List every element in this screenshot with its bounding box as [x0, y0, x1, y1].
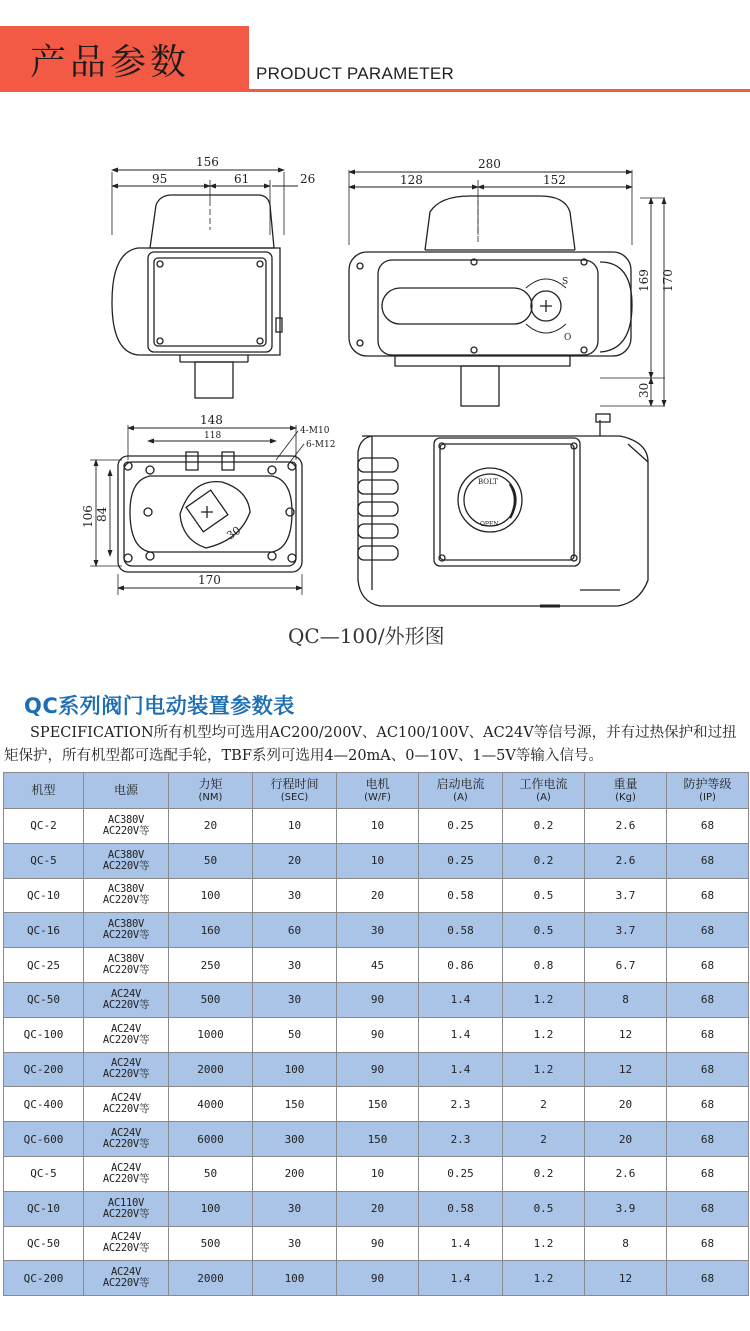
- cell-torque: 160: [169, 913, 253, 948]
- table-row: [4, 809, 749, 844]
- cell-power-line2: AC220V等: [102, 1277, 150, 1290]
- header-model: 机型: [4, 773, 84, 809]
- cell-power-line1: AC24V: [110, 1127, 142, 1140]
- cell-motor: 30: [337, 913, 419, 948]
- cell-torque: 2000: [169, 1052, 253, 1087]
- table-row: [4, 878, 749, 913]
- cell-weight: 3.7: [585, 878, 667, 913]
- cell-start: 0.58: [419, 878, 503, 913]
- cell-weight: 6.7: [585, 948, 667, 983]
- cell-time: 10: [253, 809, 337, 844]
- cell-power: [84, 913, 169, 948]
- cell-torque: 50: [169, 1156, 253, 1191]
- cell-ip: 68: [667, 1226, 749, 1261]
- cell-time: 150: [253, 1087, 337, 1122]
- cell-weight: 2.6: [585, 843, 667, 878]
- cell-work: 1.2: [503, 1226, 585, 1261]
- cell-work: 0.2: [503, 843, 585, 878]
- dial-label-bottom: OPEN: [480, 521, 499, 528]
- cell-work: 1.2: [503, 982, 585, 1017]
- cell-power-line2: AC220V等: [102, 894, 150, 907]
- cell-power: [84, 1156, 169, 1191]
- cell-time: 200: [253, 1156, 337, 1191]
- cell-model: QC-400: [4, 1087, 84, 1122]
- dim-side-169: 169: [637, 269, 651, 292]
- cell-time: 30: [253, 1191, 337, 1226]
- cell-ip: 68: [667, 982, 749, 1017]
- cell-time: 30: [253, 948, 337, 983]
- cell-weight: 2.6: [585, 809, 667, 844]
- cell-start: 0.25: [419, 1156, 503, 1191]
- cell-work: 0.2: [503, 1156, 585, 1191]
- cell-motor: 20: [337, 1191, 419, 1226]
- technical-drawing: [0, 140, 750, 670]
- cell-power-line1: AC380V: [107, 918, 145, 931]
- dim-bottom-170: 170: [198, 573, 221, 587]
- dim-bottom-84: 84: [95, 506, 109, 522]
- cell-start: 1.4: [419, 982, 503, 1017]
- perspective-view: [358, 414, 648, 606]
- cell-start: 2.3: [419, 1122, 503, 1157]
- cell-start: 1.4: [419, 1052, 503, 1087]
- cell-start: 0.58: [419, 1191, 503, 1226]
- cell-model: QC-25: [4, 948, 84, 983]
- cell-power: [84, 948, 169, 983]
- cell-time: 20: [253, 843, 337, 878]
- cell-power: [84, 878, 169, 913]
- cell-ip: 68: [667, 878, 749, 913]
- cell-time: 50: [253, 1017, 337, 1052]
- cell-power-line1: AC24V: [110, 1266, 142, 1279]
- cell-ip: 68: [667, 1191, 749, 1226]
- header-protection: 防护等级 (IP): [667, 773, 749, 809]
- cell-work: 0.2: [503, 809, 585, 844]
- cell-model: QC-200: [4, 1052, 84, 1087]
- header-power: 电源: [84, 773, 169, 809]
- cell-power: [84, 843, 169, 878]
- cell-power-line2: AC220V等: [102, 964, 150, 977]
- cell-motor: 90: [337, 1052, 419, 1087]
- cell-model: QC-2: [4, 809, 84, 844]
- cell-ip: 68: [667, 1156, 749, 1191]
- cell-motor: 90: [337, 1261, 419, 1296]
- cell-power: [84, 1226, 169, 1261]
- cell-ip: 68: [667, 809, 749, 844]
- cell-power-line2: AC220V等: [102, 1207, 150, 1220]
- cell-weight: 12: [585, 1017, 667, 1052]
- cell-work: 0.5: [503, 878, 585, 913]
- drawing-caption: QC—100/外形图: [288, 624, 445, 648]
- cell-motor: 20: [337, 878, 419, 913]
- cell-time: 60: [253, 913, 337, 948]
- cell-power-line2: AC220V等: [102, 859, 150, 872]
- cell-start: 0.25: [419, 843, 503, 878]
- cell-ip: 68: [667, 1087, 749, 1122]
- cell-power-line2: AC220V等: [102, 824, 150, 837]
- table-row: [4, 1122, 749, 1157]
- cell-weight: 3.7: [585, 913, 667, 948]
- cell-start: 1.4: [419, 1017, 503, 1052]
- cell-torque: 100: [169, 1191, 253, 1226]
- cell-torque: 100: [169, 878, 253, 913]
- dim-side-152: 152: [543, 173, 566, 187]
- cell-weight: 3.9: [585, 1191, 667, 1226]
- dim-front-156: 156: [196, 155, 219, 169]
- cell-work: 2: [503, 1087, 585, 1122]
- table-row: [4, 913, 749, 948]
- cell-power-line1: AC24V: [110, 1231, 142, 1244]
- cell-ip: 68: [667, 1052, 749, 1087]
- table-header-row: [4, 773, 749, 809]
- table-row: [4, 982, 749, 1017]
- table-row: [4, 1226, 749, 1261]
- cell-ip: 68: [667, 1261, 749, 1296]
- cell-time: 30: [253, 1226, 337, 1261]
- parameter-table: [3, 772, 749, 1296]
- cell-torque: 50: [169, 843, 253, 878]
- cell-power-line1: AC24V: [110, 1022, 142, 1035]
- cell-time: 30: [253, 878, 337, 913]
- cell-model: QC-600: [4, 1122, 84, 1157]
- cell-weight: 2.6: [585, 1156, 667, 1191]
- cell-model: QC-50: [4, 982, 84, 1017]
- cell-weight: 8: [585, 982, 667, 1017]
- cell-power-line1: AC380V: [107, 883, 145, 896]
- dial-label-top: BOLT: [478, 478, 498, 486]
- dim-bottom-118: 118: [204, 431, 222, 441]
- cell-motor: 10: [337, 1156, 419, 1191]
- cell-start: 1.4: [419, 1261, 503, 1296]
- dim-side-128: 128: [400, 173, 423, 187]
- cell-work: 0.8: [503, 948, 585, 983]
- table-section-title: QC系列阀门电动装置参数表: [24, 694, 295, 718]
- header-work-current: 工作电流 (A): [503, 773, 585, 809]
- cell-model: QC-200: [4, 1261, 84, 1296]
- cell-weight: 20: [585, 1122, 667, 1157]
- cell-time: 100: [253, 1052, 337, 1087]
- bottom-view: [81, 413, 335, 595]
- table-row: [4, 948, 749, 983]
- cell-torque: 6000: [169, 1122, 253, 1157]
- specification-description: SPECIFICATION所有机型均可选用AC200/200V、AC100/100V、AC24V等信号源，并有过热保护和过扭矩保护，所有机型都可选配手轮，TBF系列可选用4—20mA、0—10V、1—5V等输入信号。: [4, 725, 737, 764]
- side-view: [349, 157, 675, 406]
- cell-power-line1: AC380V: [107, 813, 145, 826]
- cell-start: 0.86: [419, 948, 503, 983]
- side-mark-o: O: [564, 333, 572, 343]
- cell-torque: 250: [169, 948, 253, 983]
- dim-side-30: 30: [637, 382, 651, 398]
- cell-work: 0.5: [503, 913, 585, 948]
- header-stroke-time: 行程时间 (SEC): [253, 773, 337, 809]
- cell-torque: 500: [169, 982, 253, 1017]
- table-row: [4, 1156, 749, 1191]
- cell-motor: 150: [337, 1122, 419, 1157]
- cell-power-line1: AC380V: [107, 953, 145, 966]
- cell-motor: 90: [337, 982, 419, 1017]
- cell-work: 0.5: [503, 1191, 585, 1226]
- cell-torque: 2000: [169, 1261, 253, 1296]
- dim-bottom-30: 30: [224, 523, 244, 543]
- cell-model: QC-16: [4, 913, 84, 948]
- cell-motor: 90: [337, 1226, 419, 1261]
- cell-model: QC-10: [4, 878, 84, 913]
- cell-power-line2: AC220V等: [102, 1068, 150, 1081]
- cell-time: 30: [253, 982, 337, 1017]
- header-torque: 力矩 (NM): [169, 773, 253, 809]
- cell-power-line1: AC24V: [110, 1092, 142, 1105]
- dim-bottom-bolt2: 6-M12: [306, 440, 336, 450]
- cell-power-line1: AC24V: [110, 1161, 142, 1174]
- cell-power-line2: AC220V等: [102, 1103, 150, 1116]
- cell-start: 2.3: [419, 1087, 503, 1122]
- dim-side-170: 170: [661, 269, 675, 292]
- cell-model: QC-10: [4, 1191, 84, 1226]
- cell-motor: 150: [337, 1087, 419, 1122]
- cell-torque: 4000: [169, 1087, 253, 1122]
- cell-ip: 68: [667, 1017, 749, 1052]
- cell-power: [84, 1017, 169, 1052]
- cell-model: QC-100: [4, 1017, 84, 1052]
- cell-time: 300: [253, 1122, 337, 1157]
- cell-start: 0.25: [419, 809, 503, 844]
- cell-motor: 90: [337, 1017, 419, 1052]
- cell-work: 2: [503, 1122, 585, 1157]
- table-row: [4, 1261, 749, 1296]
- cell-model: QC-50: [4, 1226, 84, 1261]
- cell-work: 1.2: [503, 1261, 585, 1296]
- cell-power: [84, 1052, 169, 1087]
- cell-power-line2: AC220V等: [102, 1033, 150, 1046]
- side-mark-s: S: [562, 277, 569, 287]
- cell-motor: 10: [337, 843, 419, 878]
- header-start-current: 启动电流 (A): [419, 773, 503, 809]
- cell-time: 100: [253, 1261, 337, 1296]
- dim-bottom-bolt1: 4-M10: [300, 426, 330, 436]
- cell-power-line1: AC24V: [110, 1057, 142, 1070]
- cell-weight: 20: [585, 1087, 667, 1122]
- cell-torque: 20: [169, 809, 253, 844]
- cell-start: 1.4: [419, 1226, 503, 1261]
- dim-bottom-106: 106: [81, 505, 95, 528]
- cell-power-line2: AC220V等: [102, 998, 150, 1011]
- dim-bottom-148: 148: [200, 413, 223, 427]
- cell-motor: 10: [337, 809, 419, 844]
- cell-start: 0.58: [419, 913, 503, 948]
- cell-power: [84, 982, 169, 1017]
- section-header: [0, 0, 750, 95]
- table-row: [4, 1017, 749, 1052]
- dim-front-26: 26: [300, 172, 316, 186]
- cell-weight: 12: [585, 1261, 667, 1296]
- header-weight: 重量 (Kg): [585, 773, 667, 809]
- dim-front-95: 95: [152, 172, 168, 186]
- cell-model: QC-5: [4, 843, 84, 878]
- cell-work: 1.2: [503, 1017, 585, 1052]
- cell-ip: 68: [667, 948, 749, 983]
- cell-motor: 45: [337, 948, 419, 983]
- cell-power: [84, 1087, 169, 1122]
- cell-model: QC-5: [4, 1156, 84, 1191]
- header-underline: [249, 89, 750, 92]
- table-row: [4, 1191, 749, 1226]
- table-row: [4, 843, 749, 878]
- dim-side-280: 280: [478, 157, 501, 171]
- cell-power-line2: AC220V等: [102, 1172, 150, 1185]
- table-row: [4, 1052, 749, 1087]
- cell-ip: 68: [667, 843, 749, 878]
- cell-weight: 12: [585, 1052, 667, 1087]
- cell-power-line1: AC110V: [107, 1196, 145, 1209]
- cell-ip: 68: [667, 1122, 749, 1157]
- page-title: 产品参数: [30, 42, 191, 83]
- cell-power: [84, 1122, 169, 1157]
- cell-torque: 500: [169, 1226, 253, 1261]
- cell-weight: 8: [585, 1226, 667, 1261]
- cell-power-line2: AC220V等: [102, 1138, 150, 1151]
- page-subtitle: PRODUCT PARAMETER: [256, 64, 455, 83]
- cell-power-line2: AC220V等: [102, 929, 150, 942]
- cell-torque: 1000: [169, 1017, 253, 1052]
- front-view: [112, 155, 315, 398]
- cell-power-line2: AC220V等: [102, 1242, 150, 1255]
- header-motor: 电机 (W/F): [337, 773, 419, 809]
- dim-front-61: 61: [234, 172, 250, 186]
- cell-power: [84, 1191, 169, 1226]
- cell-power-line1: AC380V: [107, 848, 145, 861]
- cell-ip: 68: [667, 913, 749, 948]
- cell-power: [84, 809, 169, 844]
- table-row: [4, 1087, 749, 1122]
- cell-power: [84, 1261, 169, 1296]
- cell-work: 1.2: [503, 1052, 585, 1087]
- cell-power-line1: AC24V: [110, 987, 142, 1000]
